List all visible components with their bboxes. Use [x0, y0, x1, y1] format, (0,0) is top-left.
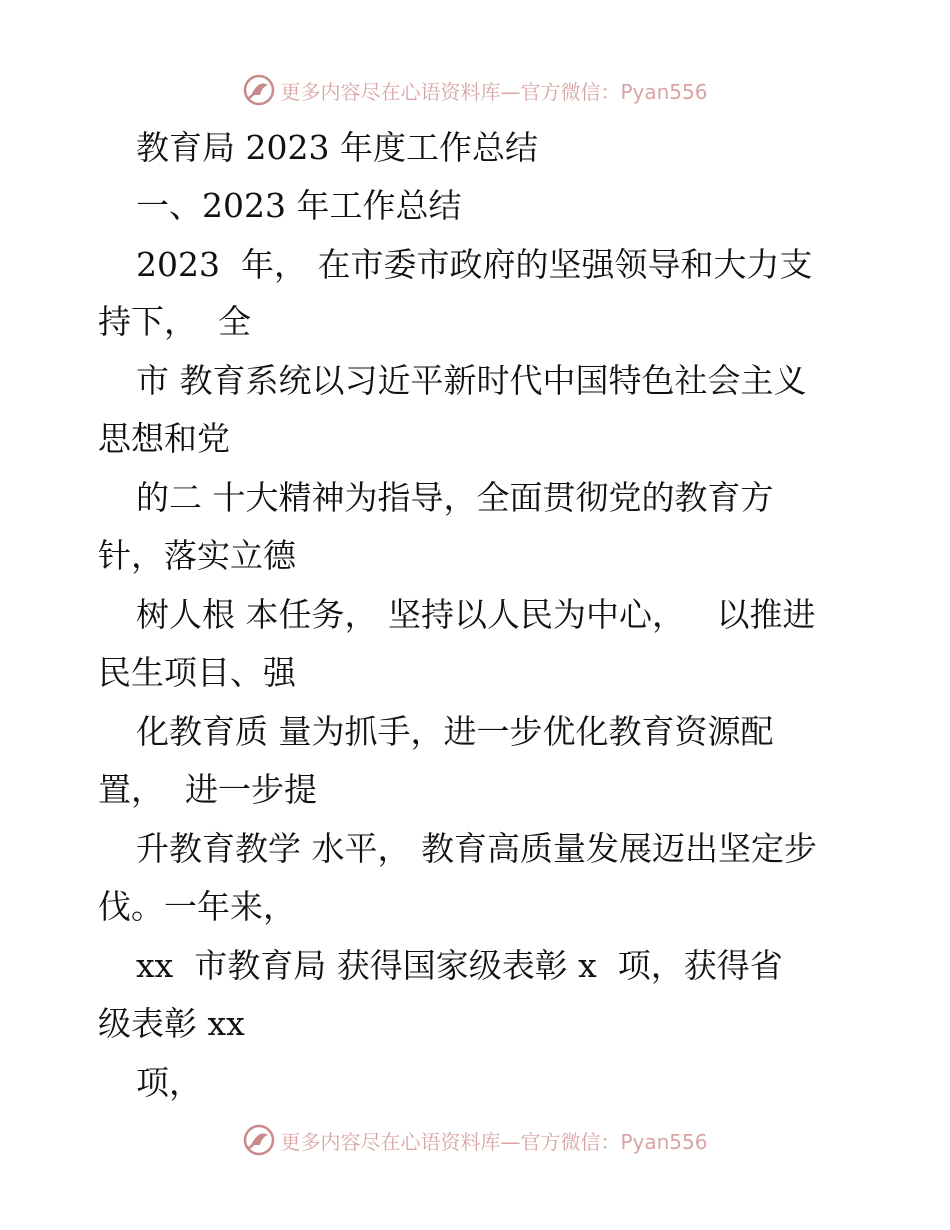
- paragraph-line: 置， 进一步提: [98, 770, 317, 809]
- section-heading: 一、2023 年工作总结: [136, 186, 462, 225]
- paragraph-line: 的二 十大精神为指导，全面贯彻党的教育方: [136, 478, 774, 517]
- paragraph-line: 伐。一年来，: [98, 887, 296, 926]
- watermark-text: 更多内容尽在心语资料库—官方微信：Pyan556: [280, 1129, 708, 1154]
- watermark-banner-bottom: [0, 1120, 950, 1160]
- watermark-text: 更多内容尽在心语资料库—官方微信：Pyan556: [280, 79, 708, 104]
- document-title: 教育局 2023 年度工作总结: [136, 128, 538, 167]
- paragraph-line: 持下， 全: [98, 302, 251, 341]
- paragraph-line: 树人根 本任务， 坚持以人民为中心， 以推进: [136, 595, 816, 634]
- paragraph-line: 升教育教学 水平， 教育高质量发展迈出坚定步: [136, 829, 817, 868]
- paragraph-line: 针，落实立德: [98, 536, 296, 575]
- paragraph-line: 级表彰 xx: [98, 1004, 245, 1043]
- paragraph-line: xx 市教育局 获得国家级表彰 x 项，获得省: [136, 946, 783, 985]
- paragraph-line: 民生项目、强: [98, 653, 296, 692]
- paragraph-line: 项，: [136, 1063, 202, 1102]
- paragraph-line: 思想和党: [98, 419, 230, 458]
- paragraph-line: 市 教育系统以习近平新时代中国特色社会主义: [136, 361, 807, 400]
- seal-logo-icon: [242, 1123, 276, 1157]
- paragraph-line: 化教育质 量为抓手，进一步优化教育资源配: [136, 712, 774, 751]
- paragraph-line: 2023 年， 在市委市政府的坚强领导和大力支: [136, 245, 813, 284]
